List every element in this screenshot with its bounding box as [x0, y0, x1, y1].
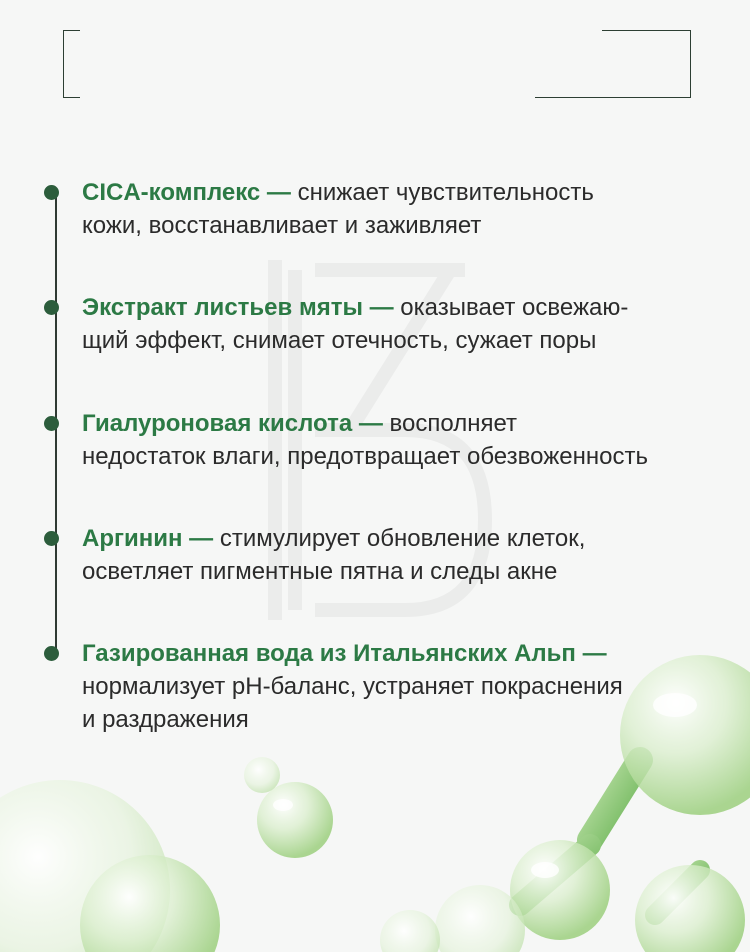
ingredient-line-2: осветляет пигментные пятна и следы акне [82, 558, 558, 585]
ingredient-line-2: щий эффект, снимает отечность, сужает поры [82, 327, 597, 354]
ingredient-item [82, 407, 722, 473]
ingredient-item [82, 522, 722, 588]
ingredient-name: Газированная вода из Итальянских Альп — [82, 640, 607, 667]
ingredient-name: Аргинин — [82, 525, 214, 552]
ingredient-desc: восполняет [382, 410, 517, 437]
ingredient-line-1 [82, 407, 722, 440]
page-title-line-2: И СВОЙСТВА [80, 70, 535, 134]
ingredient-desc: снижает чувствительность [290, 179, 594, 206]
page-title-line-1: КОМПОНЕНТЫ [80, 0, 602, 56]
bullet-dot [44, 185, 59, 200]
bullet-dot [44, 416, 59, 431]
ingredient-line-3: и раздражения [82, 706, 249, 733]
ingredient-line-1 [82, 291, 722, 324]
ingredient-line-2: нормализует pH-баланс, устраняет покраснения [82, 673, 623, 700]
ingredient-line-2: недостаток влаги, предотвращает обезвоженность [82, 443, 648, 470]
ingredient-name: CICA-комплекс — [82, 179, 291, 206]
ingredient-name: Гиалуроновая кислота — [82, 410, 383, 437]
ingredient-name: Экстракт листьев мяты — [82, 294, 394, 321]
ingredient-line-1 [82, 176, 722, 209]
bullet-dot [44, 531, 59, 546]
ingredient-item [82, 291, 722, 357]
ingredient-desc: стимулирует обновление клеток, [213, 525, 586, 552]
ingredient-line-2: кожи, восстанавливает и заживляет [82, 212, 482, 239]
molecule-bubbles-icon [0, 640, 750, 952]
ingredient-item [82, 176, 722, 242]
ingredient-line-1 [82, 522, 722, 555]
bullet-dot [44, 300, 59, 315]
ingredient-desc: оказывает освежаю- [393, 294, 629, 321]
